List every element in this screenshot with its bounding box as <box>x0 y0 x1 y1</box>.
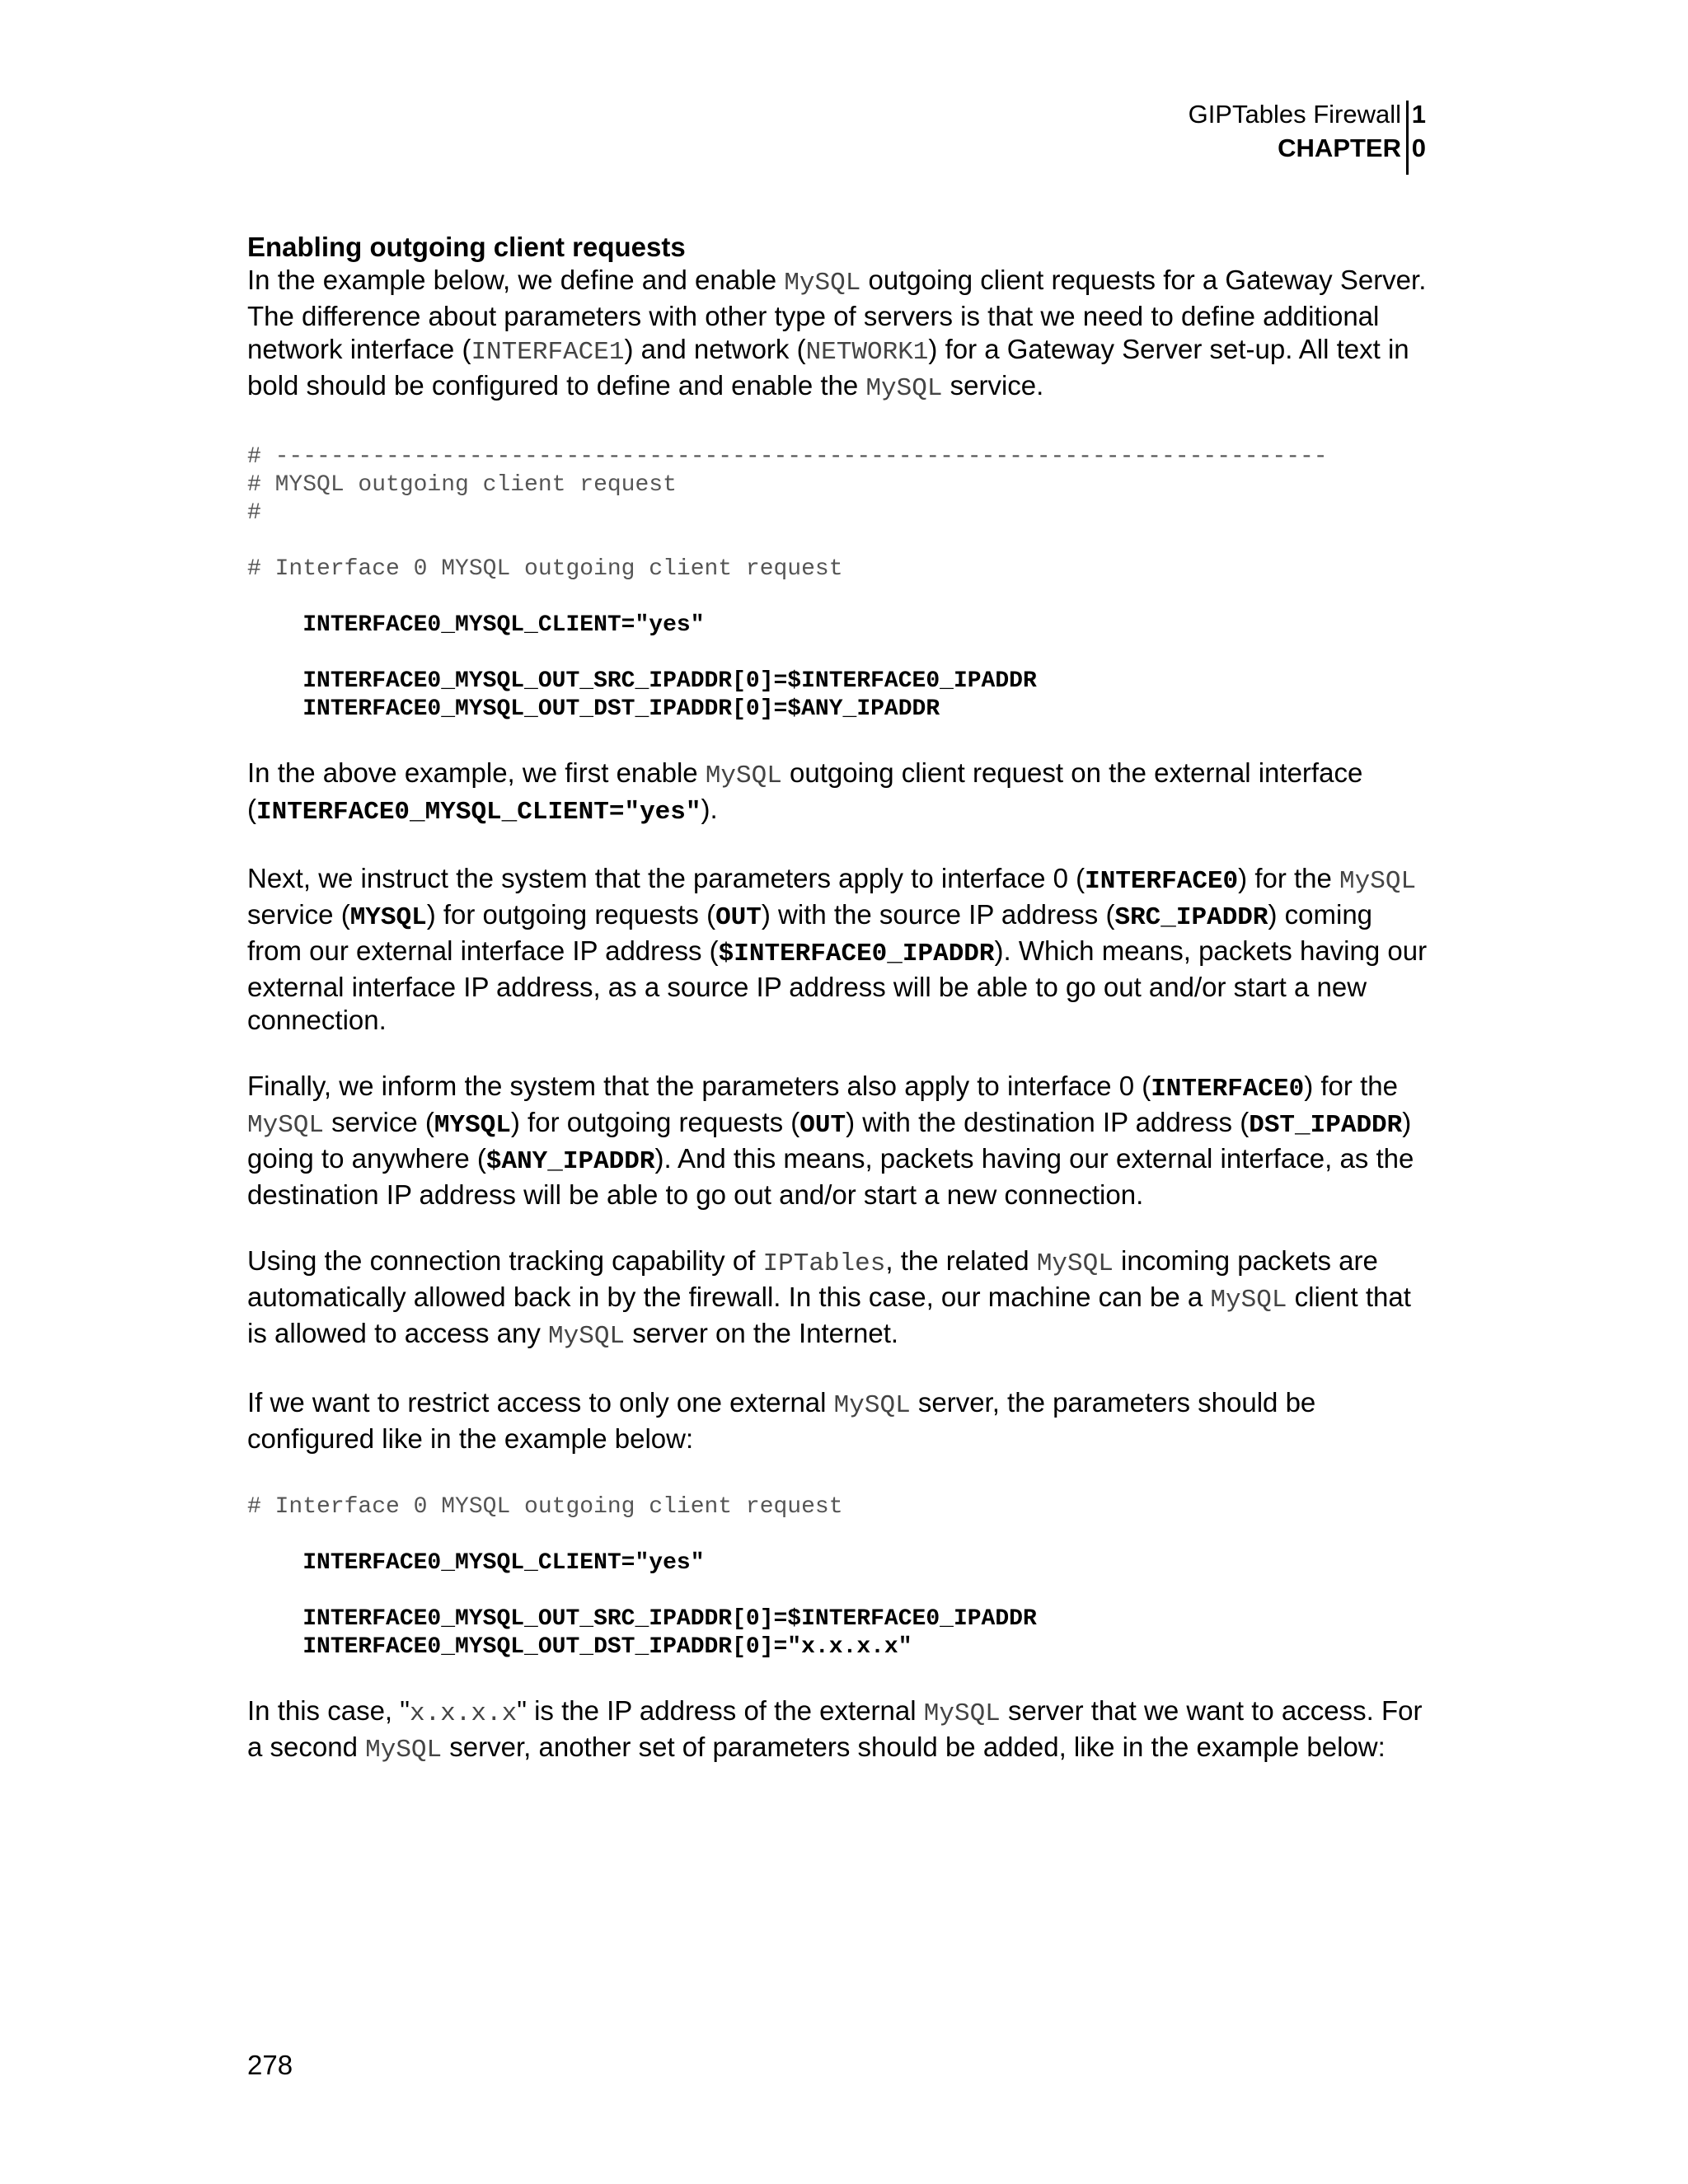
inline-code: x.x.x.x <box>409 1699 518 1728</box>
paragraph-text: server that we want to access. For a second <box>247 1695 1423 1762</box>
code-line: INTERFACE0_MYSQL_CLIENT="yes" <box>247 1550 705 1576</box>
inline-code-bold: DST_IPADDR <box>1249 1111 1403 1140</box>
paragraph-text: ) going to anywhere ( <box>247 1107 1412 1174</box>
paragraph-text: If we want to restrict access to only one external <box>247 1387 834 1418</box>
intro-paragraph <box>247 264 1434 405</box>
paragraph-text: Using the connection tracking capability of <box>247 1245 763 1276</box>
inline-code-bold: $INTERFACE0_IPADDR <box>718 940 995 968</box>
inline-code: MySQL <box>247 1111 325 1140</box>
paragraph-text: service ( <box>324 1107 434 1137</box>
code-line: # Interface 0 MYSQL outgoing client request <box>247 556 843 582</box>
paragraph-text: server on the Internet. <box>625 1318 899 1348</box>
code-line: # Interface 0 MYSQL outgoing client request <box>247 1494 843 1520</box>
intro-text: service. <box>942 370 1044 401</box>
intro-text: ) for a Gateway Server set-up. All text in bold should be configured to define and enable the <box>247 334 1409 401</box>
paragraph-5 <box>247 1386 1434 1455</box>
paragraph-text: Next, we instruct the system that the parameters apply to interface 0 ( <box>247 863 1085 893</box>
inline-code-bold: OUT <box>715 903 762 932</box>
paragraph-text: ) coming from our external interface IP address ( <box>247 899 1373 966</box>
header-left <box>1189 97 1401 165</box>
inline-code: MySQL <box>548 1322 626 1351</box>
chapter-number-digit-1: 1 <box>1411 100 1426 129</box>
paragraph-text: incoming packets are automatically allowed back in by the firewall. In this case, our machine can be a <box>247 1245 1378 1312</box>
code-line: INTERFACE0_MYSQL_OUT_DST_IPADDR[0]=$ANY_IPADDR <box>247 696 940 722</box>
paragraph-text: , the related <box>885 1245 1037 1276</box>
code-line: INTERFACE0_MYSQL_OUT_SRC_IPADDR[0]=$INTERFACE0_IPADDR <box>247 1606 1037 1632</box>
paragraph-text: ) with the destination IP address ( <box>846 1107 1250 1137</box>
paragraph-text: ) for outgoing requests ( <box>510 1107 800 1137</box>
paragraph-3 <box>247 1070 1434 1212</box>
header-chapter-number <box>1412 97 1426 165</box>
paragraph-text: service ( <box>247 899 350 930</box>
inline-code: NETWORK1 <box>805 338 929 367</box>
code-line: # MYSQL outgoing client request <box>247 472 677 498</box>
code-line: INTERFACE0_MYSQL_CLIENT="yes" <box>247 612 705 638</box>
inline-code: IPTables <box>762 1249 886 1278</box>
paragraph-text: Finally, we inform the system that the parameters also apply to interface 0 ( <box>247 1071 1151 1101</box>
code-line: INTERFACE0_MYSQL_OUT_DST_IPADDR[0]="x.x.x.x" <box>247 1634 912 1660</box>
page-number: 278 <box>247 2050 293 2080</box>
inline-code-bold: MYSQL <box>349 903 427 932</box>
intro-text: ) and network ( <box>624 334 806 364</box>
inline-code: MySQL <box>705 762 782 790</box>
inline-code-bold: INTERFACE0_MYSQL_CLIENT="yes" <box>256 798 701 827</box>
paragraph-text: ) for the <box>1238 863 1340 893</box>
inline-code-bold: MYSQL <box>434 1111 511 1140</box>
inline-code: MySQL <box>833 1391 911 1420</box>
paragraph-text: ) with the source IP address ( <box>761 899 1115 930</box>
paragraph-4 <box>247 1244 1434 1353</box>
code-block-1 <box>247 443 1434 724</box>
inline-code: MySQL <box>865 374 943 403</box>
paragraph-text: server, another set of parameters should be added, like in the example below: <box>442 1732 1386 1762</box>
paragraph-text: ) for the <box>1304 1071 1398 1101</box>
paragraph-text: ) for outgoing requests ( <box>426 899 716 930</box>
paragraph-text: server, the parameters should be configured like in the example below: <box>247 1387 1316 1454</box>
header-divider <box>1406 101 1409 175</box>
paragraph-1 <box>247 757 1434 829</box>
header-title: GIPTables Firewall <box>1188 100 1401 129</box>
inline-code-bold: INTERFACE0 <box>1085 867 1239 896</box>
inline-code: MySQL <box>1210 1286 1287 1315</box>
inline-code: MySQL <box>365 1736 443 1765</box>
inline-code: INTERFACE1 <box>471 338 625 367</box>
page-content <box>247 231 1434 1767</box>
paragraph-text: ). <box>701 794 718 824</box>
paragraph-2 <box>247 862 1434 1037</box>
inline-code: MySQL <box>1036 1249 1114 1278</box>
intro-text: outgoing client requests for a Gateway Server. The difference about parameters with other type of servers is that we need to define additional network interface ( <box>247 265 1427 364</box>
paragraph-text: outgoing client request on the external interface ( <box>247 757 1363 824</box>
paragraph-text: ). And this means, packets having our external interface, as the destination IP address will be able to go out and/or start a new connection. <box>247 1143 1414 1210</box>
inline-code-bold: OUT <box>799 1111 846 1140</box>
code-block-2 <box>247 1493 1434 1661</box>
paragraph-text: In this case, " <box>247 1695 410 1726</box>
inline-code-bold: SRC_IPADDR <box>1114 903 1268 932</box>
code-line: INTERFACE0_MYSQL_OUT_SRC_IPADDR[0]=$INTERFACE0_IPADDR <box>247 668 1037 694</box>
intro-text: In the example below, we define and enable <box>247 265 785 295</box>
inline-code-bold: $ANY_IPADDR <box>485 1147 655 1176</box>
inline-code-bold: INTERFACE0 <box>1151 1075 1305 1104</box>
code-line: # ---------------------------------------------------------------------------- <box>247 444 1328 470</box>
section-heading: Enabling outgoing client requests <box>247 232 686 262</box>
code-line: # <box>247 500 261 526</box>
paragraph-text: ). Which means, packets having our external interface IP address, as a source IP address will be able to go out and/or start a new connection. <box>247 935 1428 1035</box>
chapter-number-digit-2: 0 <box>1411 134 1426 162</box>
inline-code: MySQL <box>1339 867 1417 896</box>
paragraph-6 <box>247 1694 1434 1767</box>
inline-code: MySQL <box>923 1699 1001 1728</box>
paragraph-text: client that is allowed to access any <box>247 1282 1411 1348</box>
paragraph-text: In the above example, we first enable <box>247 757 706 788</box>
paragraph-text: " is the IP address of the external <box>517 1695 924 1726</box>
inline-code: MySQL <box>784 269 861 298</box>
header-chapter-label: CHAPTER <box>1278 134 1401 162</box>
